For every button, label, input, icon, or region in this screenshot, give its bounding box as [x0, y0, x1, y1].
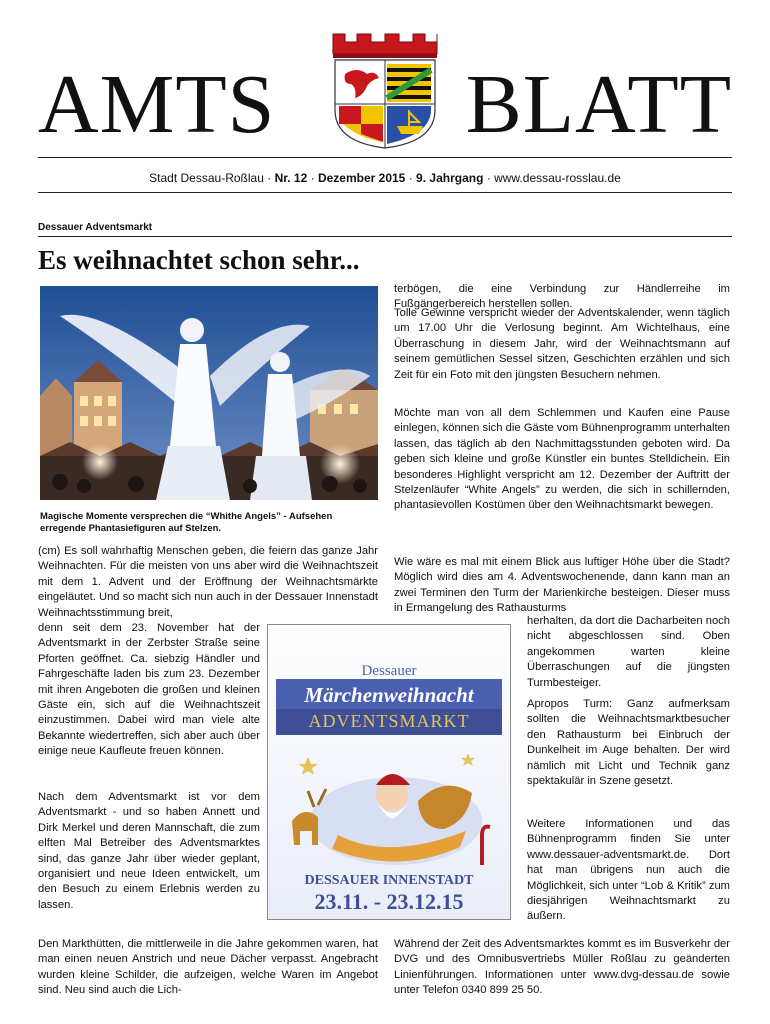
top-rule [38, 157, 732, 158]
col1-para2: Nach dem Adventsmarkt ist vor dem Adventsmarkt - und so haben Annett und Dirk Merkel und deren Mannschaft, die zum elften Mal Betreiber des Adventsmarktes sind, das ganze Jahr über wieder geplant, organisiert und neue Ideen entwickelt, um den Besuch zu einem Erlebnis werden zu lassen. [38, 791, 260, 911]
white-angels-photo [40, 286, 378, 500]
issue-website[interactable]: www.dessau-rosslau.de [494, 171, 621, 185]
col1-para3: Den Markthütten, die mittlerweile in die Jahre gekommen waren, hat man einen neuen Anstrich und neue Dächer verpasst. Angebracht wurden kleine Schilder, die aufzeigen, welche Waren im Angebot sind. Neu sind auch die Lich- [38, 938, 378, 997]
col2-para2: Tolle Gewinne verspricht wieder der Adventskalender, wenn täglich um 17.00 Uhr die Verlosung beginnt. Am Wichtelhaus, eine Überraschung in diesem Jahr, wird der Weihnachtsmann auf seinem gemütlichen Sessel sitzen, Geschichten erzählen und sich Zeit für ein Foto mit den jüngsten Besuchern nehmen. [394, 307, 730, 381]
col2-para4a: Wie wäre es mal mit einem Blick aus luftiger Höhe über die Stadt? Möglich wird dies am 4. Adventswochenende, dann kann man an zwei Terminen den Turm der Marienkirche besteigen. Dieser muss in Ermangelung des Rathausturms [394, 556, 730, 615]
masthead-title-right: BLATT [465, 58, 732, 151]
col1-para1a: (cm) Es soll wahrhaftig Menschen geben, die feiern das ganze Jahr Weihnachten. Für die meisten von uns aber wird die Weihnachtszeit mit dem 1. Advent und der Eröffnung der Weihnachtsmärkte eingeläutet. Und so macht sich nun auch in der Dessauer Innenstadt Weihnachtsstimmung breit, [38, 545, 378, 619]
issue-date: Dezember 2015 [317, 171, 406, 185]
issue-city: Stadt Dessau-Roßlau [149, 171, 264, 185]
poster-dates: 23.11. - 23.12.15 [314, 889, 464, 914]
city-coat-of-arms-icon [323, 30, 447, 150]
issue-line: Stadt Dessau-Roßlau · Nr. 12 · Dezember 2015 · 9. Jahrgang · www.dessau-rosslau.de [149, 171, 621, 185]
poster-line1: Dessauer [361, 663, 417, 679]
col2-para7: Während der Zeit des Adventsmarktes kommt es im Busverkehr der DVG und des Omnibusvertriebs Müller Roßlau zu geänderten Linienführungen. Informationen unter www.dvg-dessau.de sowie unter Telefon 0340 899 25 50. [394, 938, 730, 997]
issue-number: Nr. 12 [274, 171, 308, 185]
col2-para3: Möchte man von all dem Schlemmen und Kaufen eine Pause einlegen, können sich die Gäste vom Bühnenprogramm unterhalten lassen, das täglich ab den Nachmittagsstunden geboten wird. Da geben sich kleine und große Künstler ein buntes Stelldichein. Ein besonderes Highlight verspricht am 12. Dezember der Auftritt der Stelzenläufer “White Angels” zu werden, die sich in schillernden, phantasievollen Kostümen über den Weihnachtsmarkt bewegen. [394, 407, 730, 512]
col2-para5: Apropos Turm: Ganz aufmerksam sollten die Weihnachtsmarktbesucher den Rathausturm bei Einbruch der Dunkelheit im Auge behalten. Der wird nämlich mit Licht und Technik ganz spektakulär in Szene gesetzt. [527, 698, 730, 788]
col2-para6: Weitere Informationen und das Bühnenprogramm finden Sie unter www.dessauer-adventsmarkt.de. Dort hat man übrigens nun auch die Möglichkeit, sich unter “Lob & Kritik” zum diesjährigen Weihnachtsmarkt zu äußern. [527, 818, 730, 923]
issue-rule [38, 192, 732, 193]
section-label: Dessauer Adventsmarkt [38, 222, 153, 233]
col2-para4b: herhalten, da dort die Dacharbeiten noch nicht abgeschlossen sind. Oben angekommen warten kleine Überraschungen auf die jüngsten Turmbesteiger. [527, 615, 730, 689]
masthead [38, 30, 732, 151]
col2-para1: terbögen, die eine Verbindung zur Händlerreihe im Fußgängerbereich herstellen sollen. [394, 283, 730, 311]
photo-caption: Magische Momente versprechen die “Whithe Angels” - Aufsehen erregende Phantasiefiguren auf Stelzen. [40, 511, 333, 534]
adventsmarkt-poster [267, 624, 511, 920]
issue-volume: 9. Jahrgang [416, 171, 484, 185]
poster-location: DESSAUER INNENSTADT [304, 873, 474, 888]
poster-line2: Märchenweihnacht [304, 683, 474, 707]
poster-line3: ADVENTSMARKT [308, 711, 470, 731]
section-rule [38, 236, 732, 237]
masthead-title-left: AMTS [38, 58, 276, 151]
col1-para1b: denn seit dem 23. November hat der Adventsmarkt in der Zerbster Straße seine Pforten geöffnet. Ca. siebzig Händler und Fahrgeschäfte laden bis zum 23. Dezember mit ihren Angeboten die großen und kleinen Gäste ein, sich auf die Weihnachtszeit einzustimmen. Dabei wird man viele alte Bekannte wiedertreffen, sich aber auch über einige neue Kaufleute freuen können. [38, 622, 260, 758]
article-headline: Es weihnachtet schon sehr... [38, 245, 360, 275]
